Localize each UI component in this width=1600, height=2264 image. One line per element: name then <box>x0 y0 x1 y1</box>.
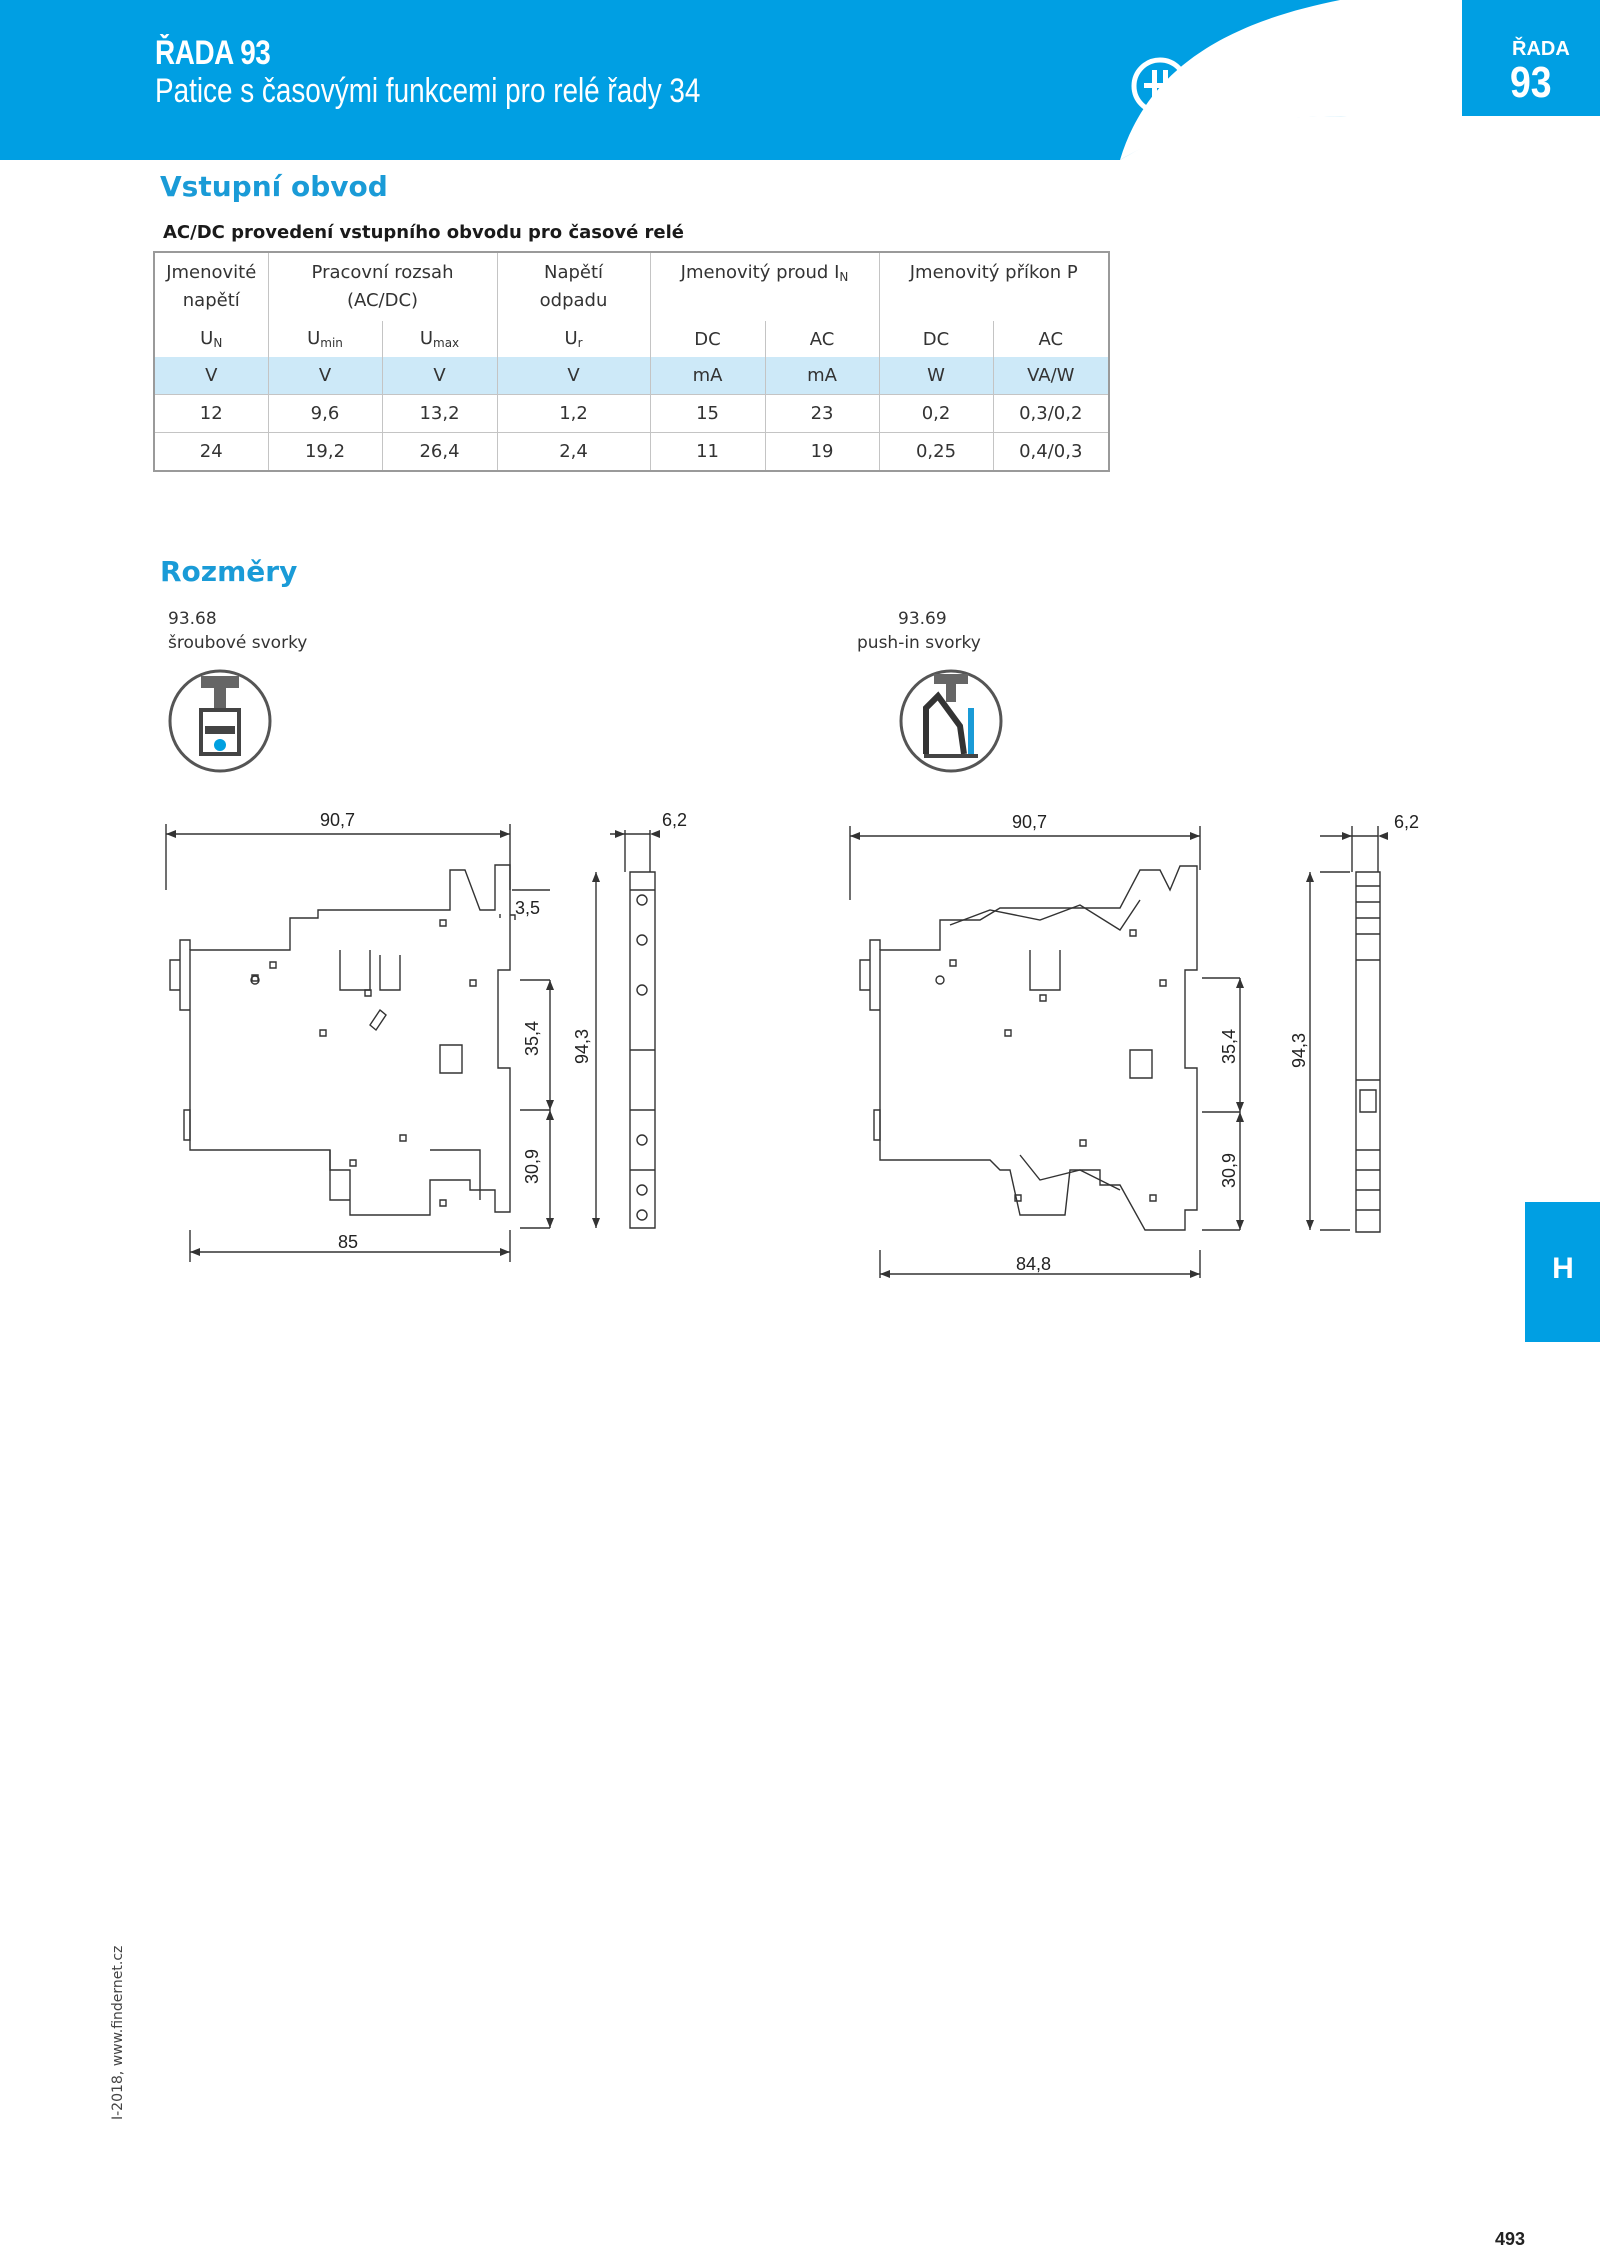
dim-width-left: 90,7 <box>320 810 356 830</box>
symbol-un: $U_N$ <box>200 328 223 350</box>
symbol-ac-power: AC <box>993 321 1109 357</box>
variant-code-right: 93.69 <box>898 609 947 629</box>
page-number: 493 <box>1495 2229 1526 2249</box>
table-header-row <box>154 252 1109 321</box>
dim-height-top-left: 35,4 <box>522 1020 543 1057</box>
input-spec-table <box>153 251 1110 472</box>
table-cell: 0,4/0,3 <box>993 433 1109 472</box>
unit-cell: VA/W <box>993 357 1109 395</box>
footer-copyright: I-2018, www.findernet.cz <box>110 1945 126 2120</box>
unit-cell: V <box>154 357 268 395</box>
table-row <box>154 433 1109 472</box>
unit-cell: mA <box>650 357 765 395</box>
header-rated-power: Jmenovitý příkon P <box>879 252 1109 321</box>
header-rated-voltage: Jmenovité napětí <box>166 262 257 311</box>
dim-height-top-right: 35,4 <box>1219 1028 1240 1065</box>
dimension-drawing-screw <box>150 810 710 1270</box>
table-symbol-row <box>154 321 1109 357</box>
dim-base-left: 85 <box>338 1232 359 1252</box>
table-cell: 0,2 <box>879 395 993 433</box>
dim-height-total-right: 94,3 <box>1289 1032 1310 1069</box>
table-cell: 19,2 <box>268 433 382 472</box>
series-tab-number: 93 <box>1510 58 1552 107</box>
symbol-umax: $U_{max}$ <box>382 321 497 357</box>
table-cell: 1,2 <box>497 395 650 433</box>
table-cell: 13,2 <box>382 395 497 433</box>
dim-width-right: 90,7 <box>1012 812 1048 832</box>
variant-label-left: šroubové svorky <box>168 633 308 653</box>
header-dropout-voltage: Napětí odpadu <box>497 252 650 321</box>
table-cell: 12 <box>154 395 268 433</box>
header-rated-current: Jmenovitý proud $I_N$ <box>650 252 879 321</box>
table-row <box>154 395 1109 433</box>
unit-cell: mA <box>765 357 879 395</box>
table-cell: 19 <box>765 433 879 472</box>
symbol-dc-power: DC <box>879 321 993 357</box>
brand-wordmark: finder <box>1192 64 1335 115</box>
dim-thickness-left: 6,2 <box>662 810 688 830</box>
dimension-drawing-push-in <box>840 810 1440 1280</box>
unit-cell: W <box>879 357 993 395</box>
table-caption: AC/DC provedení vstupního obvodu pro časové relé <box>163 222 685 243</box>
table-cell: 2,4 <box>497 433 650 472</box>
symbol-umin: $U_{min}$ <box>268 321 382 357</box>
section-title-input: Vstupní obvod <box>160 170 388 203</box>
header-operating-range: Pracovní rozsah (AC/DC) <box>268 252 497 321</box>
table-cell: 11 <box>650 433 765 472</box>
dim-height-total-left: 94,3 <box>572 1028 593 1065</box>
table-units-row <box>154 357 1109 395</box>
screw-terminal-icon <box>167 668 273 774</box>
chapter-tab-letter: H <box>1552 1252 1574 1285</box>
table-cell: 26,4 <box>382 433 497 472</box>
symbol-ac-current: AC <box>765 321 879 357</box>
unit-cell: V <box>268 357 382 395</box>
series-title: ŘADA 93 <box>155 34 271 72</box>
dim-offset-left: 3,5 <box>515 898 541 918</box>
finder-logo-icon <box>1130 56 1190 116</box>
table-cell: 24 <box>154 433 268 472</box>
series-tab-label: ŘADA <box>1512 38 1570 60</box>
table-cell: 23 <box>765 395 879 433</box>
variant-label-right: push-in svorky <box>857 633 981 653</box>
variant-code-left: 93.68 <box>168 609 217 629</box>
section-title-dimensions: Rozměry <box>160 555 298 588</box>
dim-height-bottom-left: 30,9 <box>522 1148 543 1185</box>
symbol-ur: $U_r$ <box>497 321 650 357</box>
table-cell: 15 <box>650 395 765 433</box>
dim-thickness-right: 6,2 <box>1394 812 1420 832</box>
unit-cell: V <box>382 357 497 395</box>
symbol-dc-current: DC <box>650 321 765 357</box>
table-cell: 0,3/0,2 <box>993 395 1109 433</box>
series-subtitle: Patice s časovými funkcemi pro relé řady 34 <box>155 72 701 110</box>
dim-height-bottom-right: 30,9 <box>1219 1152 1240 1189</box>
push-in-terminal-icon <box>898 668 1004 774</box>
table-cell: 0,25 <box>879 433 993 472</box>
unit-cell: V <box>497 357 650 395</box>
table-cell: 9,6 <box>268 395 382 433</box>
dim-base-right: 84,8 <box>1016 1254 1052 1274</box>
